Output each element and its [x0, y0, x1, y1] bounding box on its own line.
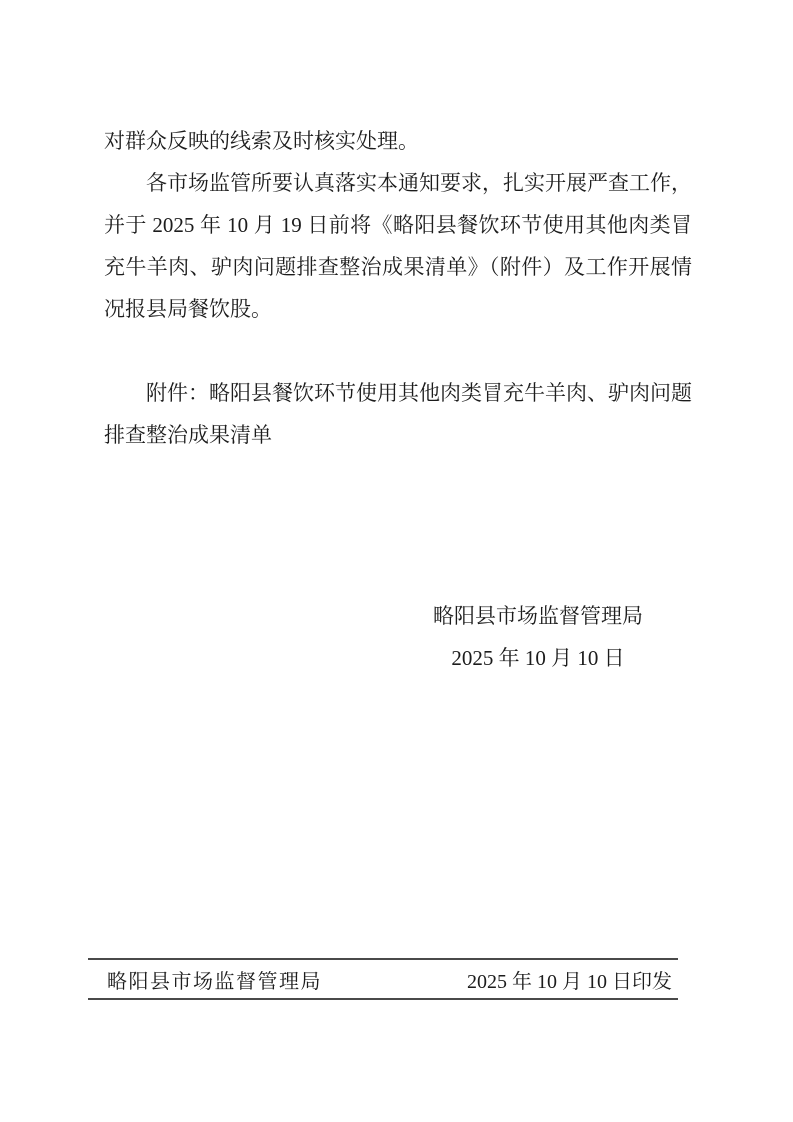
footer-print-date: 2025 年 10 月 10 日印发: [467, 970, 672, 993]
signature-issuer: 略阳县市场监督管理局: [433, 604, 643, 628]
body-text: [104, 120, 692, 456]
blank-line: [104, 330, 692, 372]
footer-colophon: [88, 960, 678, 998]
paragraph-line: 各市场监管所要认真落实本通知要求，扎实开展严查工作，: [146, 171, 692, 195]
paragraph-line: 充牛羊肉、驴肉问题排查整治成果清单》（附件）及工作开展情: [104, 255, 692, 279]
signature-block: [433, 595, 643, 679]
paragraph-end-line: 对群众反映的线索及时核实处理。: [104, 129, 419, 153]
footer-issuer: 略阳县市场监督管理局: [107, 970, 322, 993]
signature-date: 2025 年 10 月 10 日: [451, 646, 625, 670]
attachment-end-line: 排查整治成果清单: [104, 423, 272, 447]
footer-bottom-rule: [88, 998, 678, 1000]
paragraph-end-line: 况报县局餐饮股。: [104, 297, 272, 321]
attachment-line: 附件：略阳县餐饮环节使用其他肉类冒充牛羊肉、驴肉问题: [146, 381, 692, 405]
paragraph-line: 并于 2025 年 10 月 19 日前将《略阳县餐饮环节使用其他肉类冒: [104, 213, 692, 237]
